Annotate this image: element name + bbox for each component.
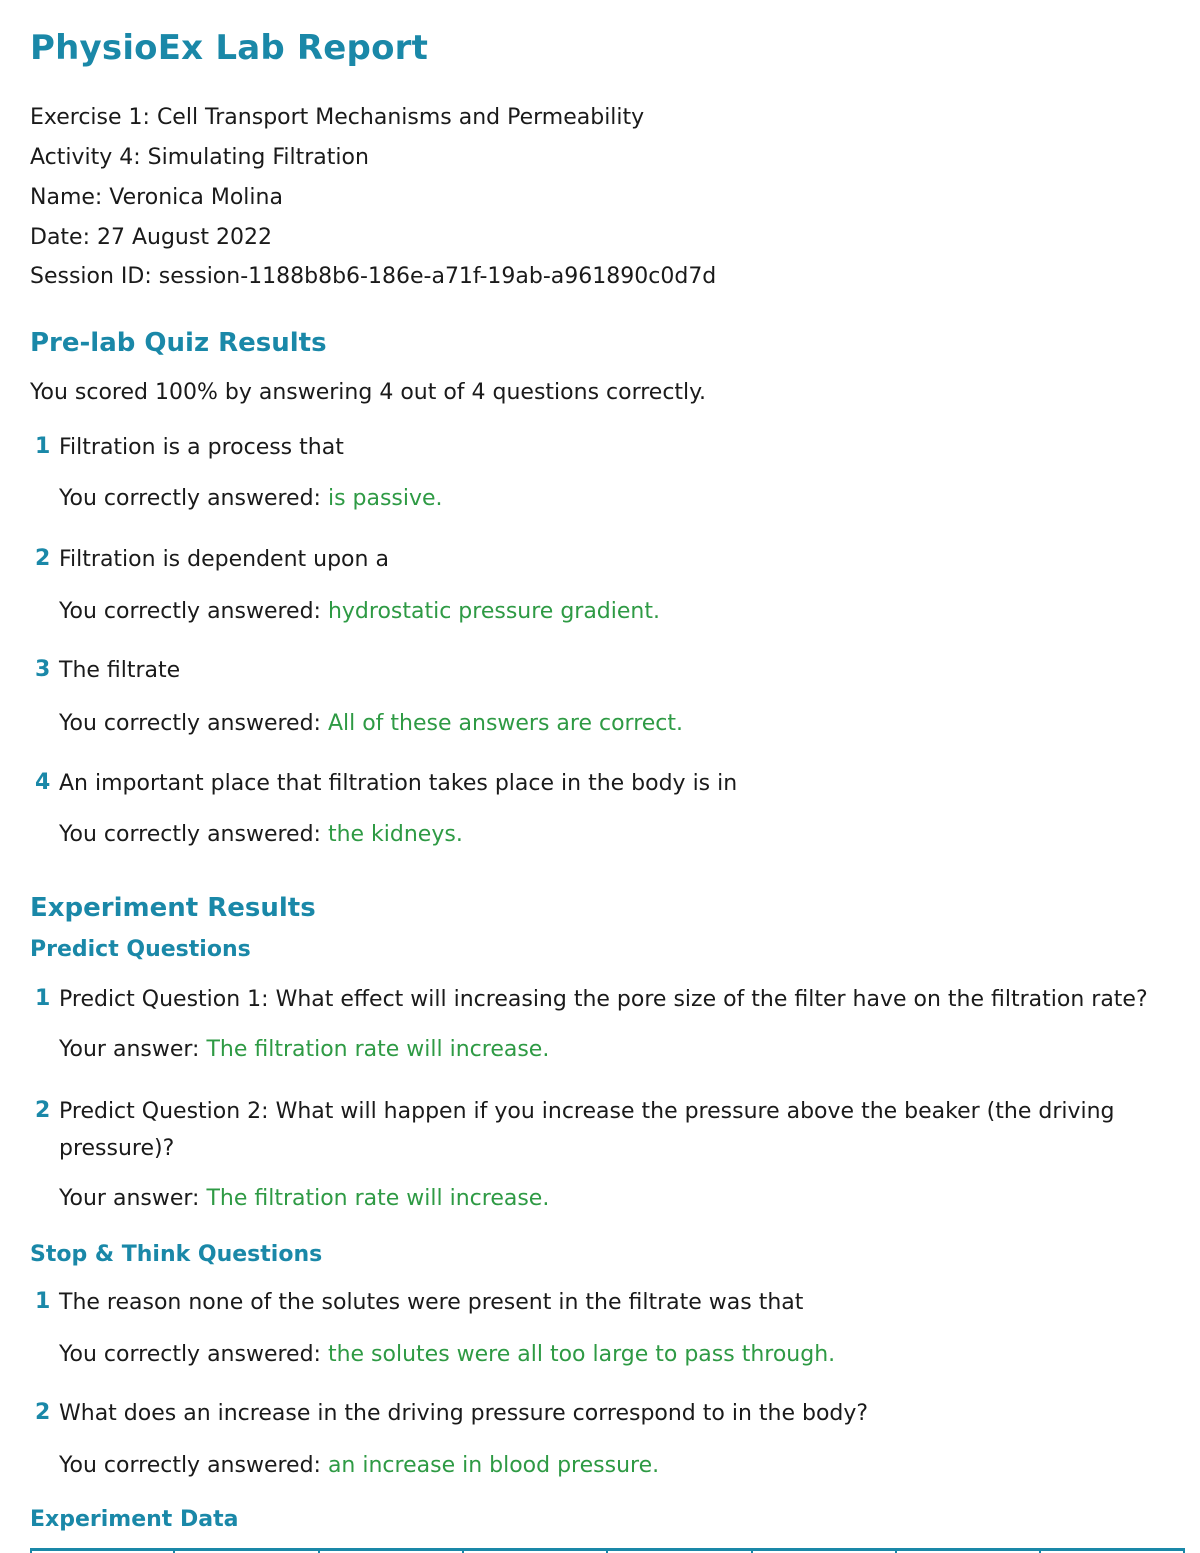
answer-line — [59, 1451, 659, 1481]
experiment-data-heading: Experiment Data — [30, 1507, 239, 1532]
answer-prefix: You correctly answered: — [59, 822, 328, 847]
answer-prefix: You correctly answered: — [59, 486, 328, 511]
answer-prefix: Your answer: — [59, 1037, 207, 1062]
session-line: Session ID: session-1188b8b6-186e-a71f-19ab-a961890c0d7d — [30, 264, 717, 289]
question-number: 3 — [35, 657, 51, 682]
answer-prefix: You correctly answered: — [59, 711, 328, 736]
table-column-divider — [606, 1548, 608, 1553]
answer-line — [59, 1340, 835, 1370]
question-text: The filtrate — [59, 658, 181, 683]
question-number: 1 — [35, 1289, 51, 1314]
table-column-divider — [1183, 1548, 1185, 1553]
answer-line — [59, 709, 683, 739]
answer-value: The filtration rate will increase. — [206, 1186, 550, 1211]
question-number: 2 — [35, 546, 51, 571]
table-column-divider — [173, 1548, 175, 1553]
question-number: 1 — [35, 434, 51, 459]
question-text: The reason none of the solutes were present in the filtrate was that — [59, 1290, 804, 1315]
answer-prefix: You correctly answered: — [59, 1453, 328, 1478]
answer-value: All of these answers are correct. — [327, 711, 684, 736]
question-text: Filtration is a process that — [59, 435, 344, 460]
answer-prefix: You correctly answered: — [59, 1342, 328, 1367]
question-number: 2 — [35, 1400, 51, 1425]
experiment-heading: Experiment Results — [30, 893, 316, 923]
activity-line: Activity 4: Simulating Filtration — [30, 145, 369, 170]
answer-line — [59, 1184, 549, 1214]
exercise-line: Exercise 1: Cell Transport Mechanisms and Permeability — [30, 105, 645, 130]
table-column-divider — [462, 1548, 464, 1553]
date-line: Date: 27 August 2022 — [30, 225, 272, 250]
question-number: 1 — [35, 986, 51, 1011]
answer-value: an increase in blood pressure. — [327, 1453, 660, 1478]
table-column-divider — [895, 1548, 897, 1553]
answer-prefix: Your answer: — [59, 1186, 207, 1211]
question-text: Predict Question 2: What will happen if you increase the pressure above the beaker (the driving pressure)? — [59, 1099, 1115, 1161]
question-text: Predict Question 1: What effect will increasing the pore size of the filter have on the filtration rate? — [59, 987, 1148, 1012]
answer-line — [59, 820, 463, 850]
table-column-divider — [751, 1548, 753, 1553]
table-column-divider — [318, 1548, 320, 1553]
question-text: Filtration is dependent upon a — [59, 547, 389, 572]
table-column-divider — [1039, 1548, 1041, 1553]
report-title: PhysioEx Lab Report — [30, 28, 429, 68]
question-number: 4 — [35, 770, 51, 795]
prelab-summary: You scored 100% by answering 4 out of 4 questions correctly. — [30, 380, 707, 405]
stop-think-heading: Stop & Think Questions — [30, 1242, 323, 1267]
predict-heading: Predict Questions — [30, 937, 251, 962]
answer-value: The filtration rate will increase. — [206, 1037, 550, 1062]
table-column-divider — [30, 1548, 32, 1553]
answer-value: the solutes were all too large to pass through. — [327, 1342, 836, 1367]
prelab-heading: Pre-lab Quiz Results — [30, 328, 327, 358]
question-text: What does an increase in the driving pressure correspond to in the body? — [59, 1401, 869, 1426]
answer-value: hydrostatic pressure gradient. — [327, 599, 660, 624]
question-text: An important place that filtration takes place in the body is in — [59, 771, 738, 796]
answer-line — [59, 1035, 549, 1065]
answer-line — [59, 484, 443, 514]
answer-line — [59, 597, 660, 627]
question-number: 2 — [35, 1098, 51, 1123]
answer-value: is passive. — [327, 486, 443, 511]
answer-prefix: You correctly answered: — [59, 599, 328, 624]
name-line: Name: Veronica Molina — [30, 185, 283, 210]
answer-value: the kidneys. — [327, 822, 463, 847]
